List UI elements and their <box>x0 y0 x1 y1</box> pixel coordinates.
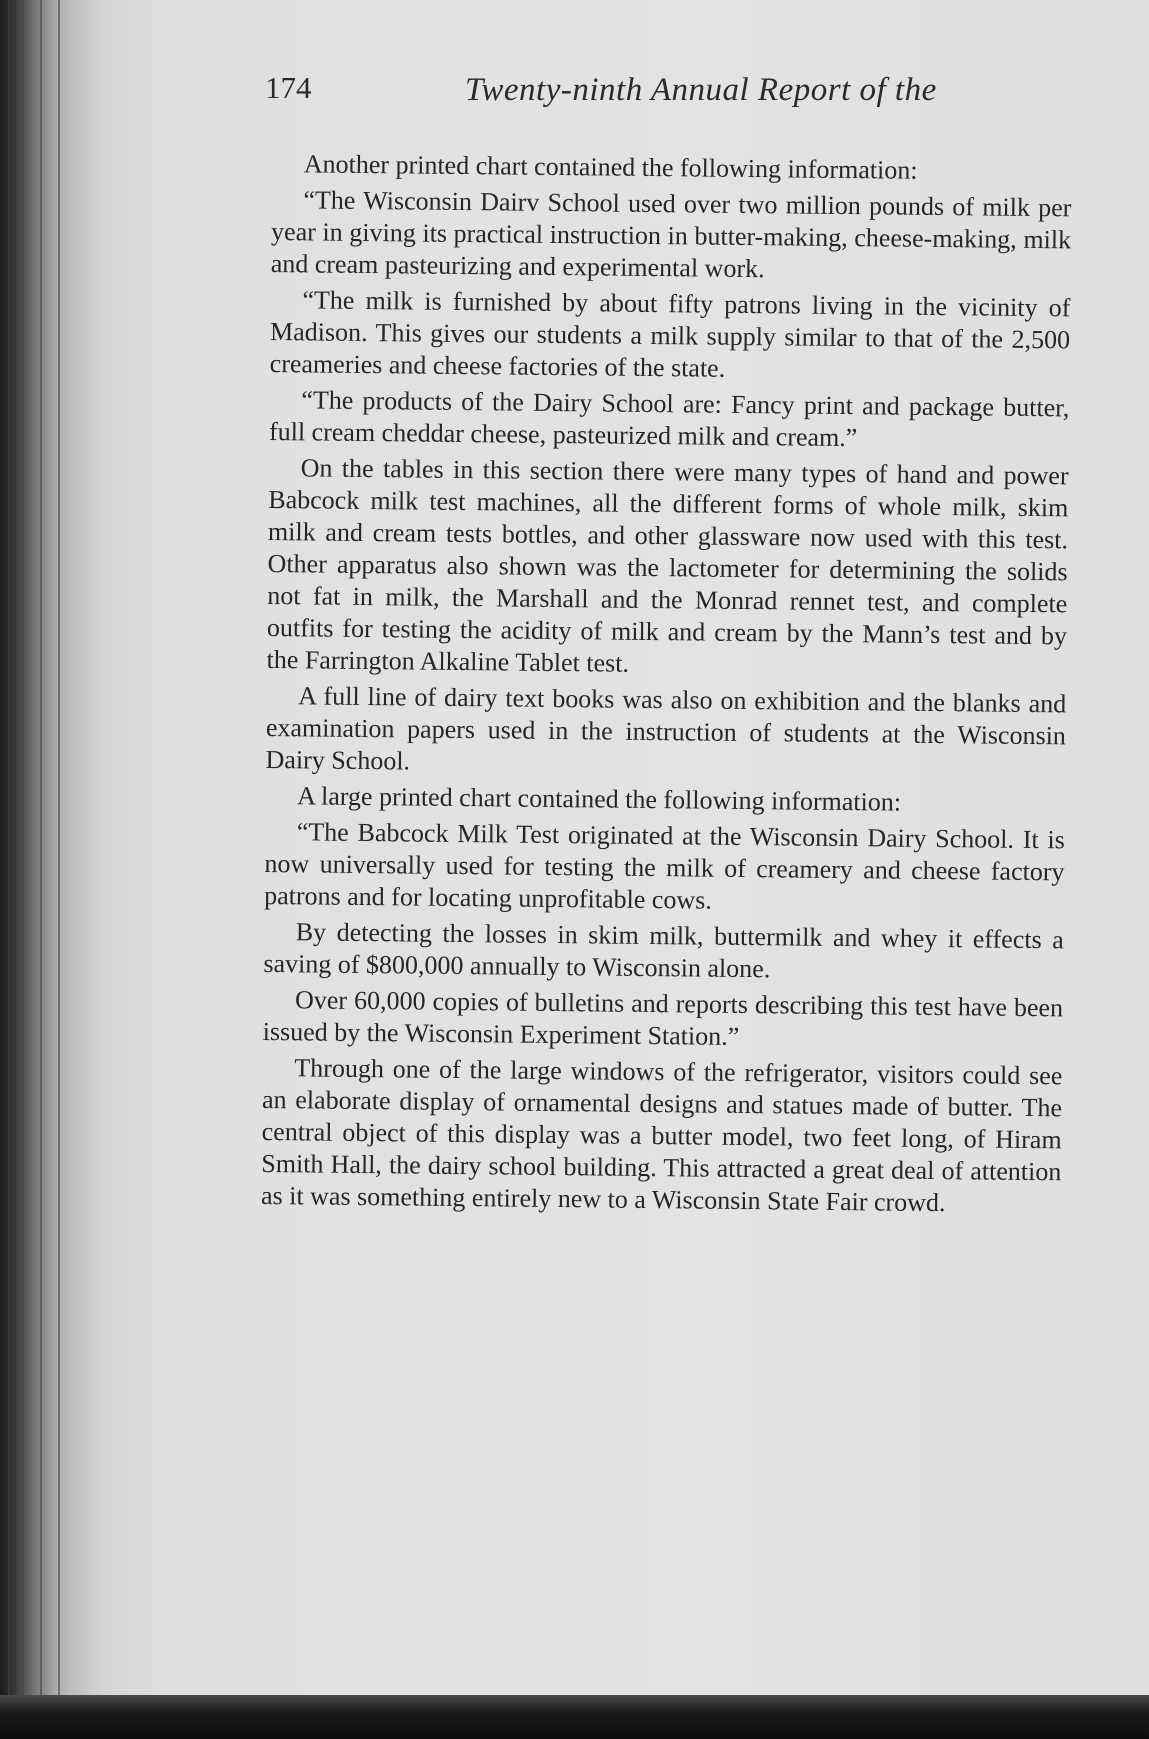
binding-shadow-line <box>58 0 60 1739</box>
paragraph: Over 60,000 copies of bulletins and reports describing this test have been issued by the Wisconsin Experiment Station.” <box>262 985 1064 1051</box>
binding-shadow-line <box>8 0 10 1739</box>
paragraph: “The milk is furnished by about fifty patrons living in the vicinity of Madison. This gives our students a milk supply similar to that of the 2,500 creameries and cheese factories of the state. <box>269 285 1071 383</box>
book-binding-edge <box>0 0 78 1739</box>
page-number: 174 <box>265 70 312 105</box>
paragraph: Another printed chart contained the following information: <box>303 149 918 185</box>
paragraph: Through one of the large windows of the refrigerator, visitors could see an elaborate display of ornamental designs and statues made of butter. The central object of this display was a butter model, two feet long, of Hiram Smith Hall, the dairy school building. This attracted a great deal of attention as it was something entirely new to a Wisconsin State Fair crowd. <box>260 1053 1063 1218</box>
body-text <box>261 148 1072 1224</box>
paragraph: “The Babcock Milk Test originated at the Wisconsin Dairy School. It is now universally used for testing the milk of creamery and cheese factory patrons and for locating unprofitable cows. <box>264 817 1065 915</box>
paragraph: “The Wisconsin Dairv School used over two million pounds of milk per year in giving its practical instruction in butter-making, cheese-making, milk and cream pasteurizing and experimental work. <box>270 185 1072 284</box>
page-bottom-shadow <box>0 1695 1149 1739</box>
binding-shadow-line <box>40 0 42 1739</box>
running-title: Twenty-ninth Annual Report of the <box>465 72 937 108</box>
paragraph: A large printed chart contained the following information: <box>297 781 902 817</box>
binding-shadow-line <box>22 0 24 1739</box>
paragraph: On the tables in this section there were many types of hand and power Babcock milk test machines, all the different forms of whole milk, skim milk and cream tests bottles, and other glassware now used with this test. Other apparatus also shown was the lactometer for determining the solids not fat in milk, the Marshall and the Monrad rennet test, and complete outfits for testing the acidity of milk and cream by the Mann’s test and by the Farrington Alkaline Tablet test. <box>266 453 1069 678</box>
paragraph: By detecting the losses in skim milk, buttermilk and whey it effects a saving of $800,000 annually to Wisconsin alone. <box>263 917 1064 984</box>
paragraph: “The products of the Dairy School are: Fancy print and package butter, full cream cheddar cheese, pasteurized milk and cream.” <box>268 385 1070 453</box>
paragraph: A full line of dairy text books was also on exhibition and the blanks and examination papers used in the instruction of students at the Wisconsin Dairy School. <box>265 681 1067 776</box>
page-header <box>265 70 985 120</box>
